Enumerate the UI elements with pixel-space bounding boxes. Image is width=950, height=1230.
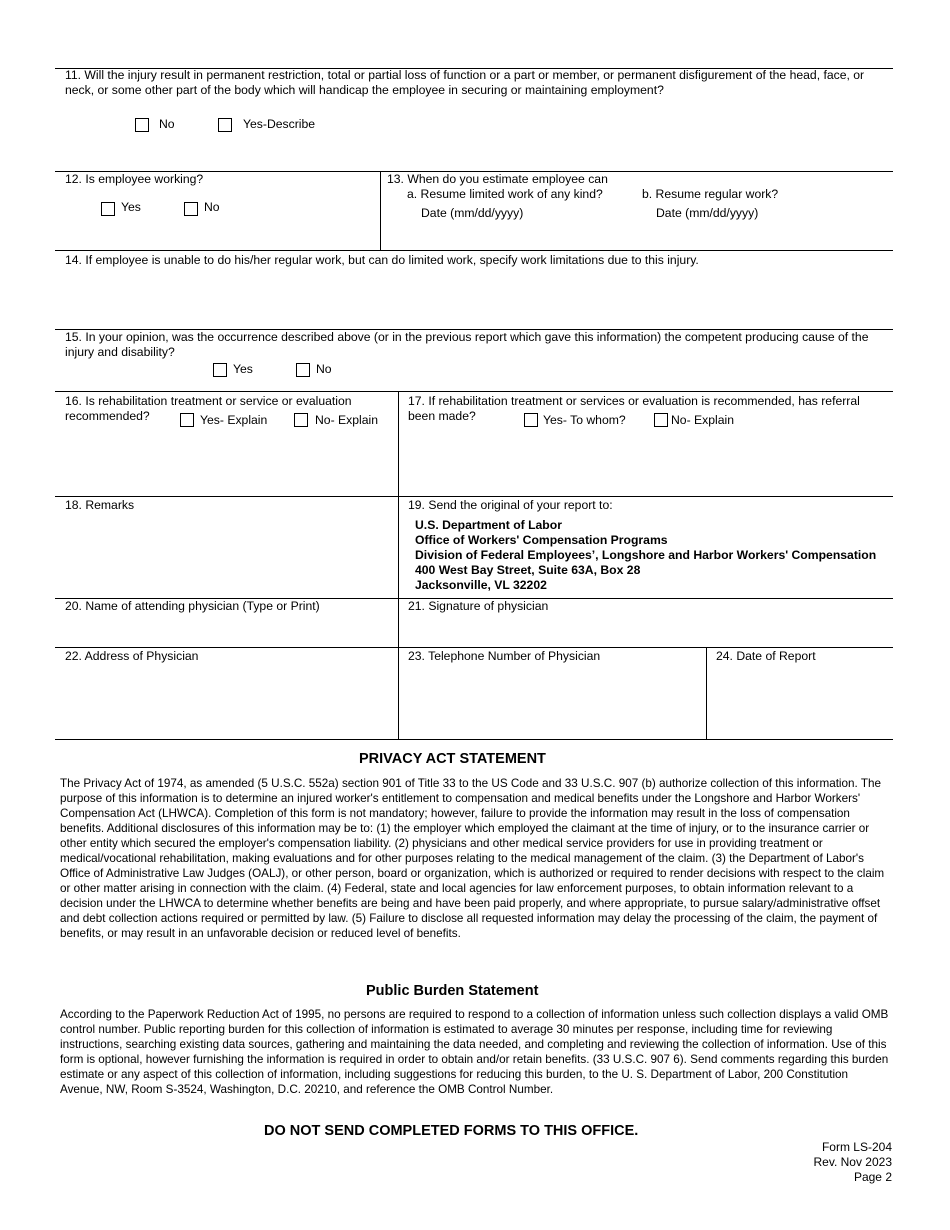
rule-q23-q24-divider: [706, 647, 707, 739]
q22-label: 22. Address of Physician: [65, 649, 199, 663]
q19-label: 19. Send the original of your report to:: [408, 498, 613, 512]
q17-label-line1: 17. If rehabilitation treatment or services or evaluation is recommended, has referral: [408, 394, 860, 408]
q13a-label: a. Resume limited work of any kind?: [407, 187, 603, 201]
q16-label-line2: recommended?: [65, 409, 150, 423]
page-number: Page 2: [853, 1170, 892, 1184]
q11-no-checkbox[interactable]: [135, 118, 149, 132]
rule-q22-top: [55, 647, 893, 648]
q13b-date-label: Date (mm/dd/yyyy): [656, 206, 759, 220]
revision-date: Rev. Nov 2023: [813, 1155, 892, 1169]
q12-no-label: No: [204, 200, 220, 214]
q18-label: 18. Remarks: [65, 498, 135, 512]
q11-question: 11. Will the injury result in permanent restriction, total or partial loss of function or a part or member, or permanent disfigurement of the head, face, or neck, or some other part of the body which will handicap the employee in securing or maintaining employment?: [65, 68, 865, 97]
q12-no-checkbox[interactable]: [184, 202, 198, 216]
q17-yes-to-whom-checkbox[interactable]: [524, 413, 538, 427]
q13-label: 13. When do you estimate employee can: [387, 172, 608, 186]
public-burden-body: According to the Paperwork Reduction Act of 1995, no persons are required to respond to a collection of information unless such collection displays a valid OMB control number. Public reporting burden for this collection of information is estimated to average 30 minutes per response, including time for reviewing instructions, searching existing data sources, gathering and maintaining the data needed, and completing and reviewing the collection of information. Use of this form is optional, however furnishing the information is required in order to obtain and/or retain benefits. (33 U.S.C. 907 6). Send comments regarding this burden estimate or any aspect of this collection of information, including suggestions for reducing this burden, to the U. S. Department of Labor, 200 Constitution Avenue, NW, Room S-3524, Washington, D.C. 20210, and reference the OMB Control Number.: [60, 1008, 889, 1096]
form-number: Form LS-204: [821, 1140, 892, 1154]
rule-bottom: [55, 739, 893, 740]
rule-q14-top: [55, 250, 893, 251]
q13b-label: b. Resume regular work?: [642, 187, 779, 201]
q11-no-label: No: [159, 117, 175, 131]
rule-q18-top: [55, 496, 893, 497]
q14-label: 14. If employee is unable to do his/her regular work, but can do limited work, specify work limitations due to this injury.: [65, 253, 699, 267]
q16-label-line1: 16. Is rehabilitation treatment or service or evaluation: [65, 394, 352, 408]
q12-yes-label: Yes: [121, 200, 141, 214]
q17-label-line2: been made?: [408, 409, 476, 423]
q17-no-explain-label: No- Explain: [671, 413, 734, 427]
rule-q16-q17-divider: [398, 391, 399, 739]
q15-no-label: No: [316, 362, 332, 376]
privacy-act-body: The Privacy Act of 1974, as amended (5 U.S.C. 552a) section 901 of Title 33 to the US Code and 33 U.S.C. 907 (b) authorize collection of this information. The purpose of this information is to determine an injured worker's entitlement to compensation and medical benefits under the Longshore and Harbor Workers' Compensation Act (LHWCA). Completion of this form is not mandatory; however, failure to provide the information may result in the loss of compensation benefits. Additional disclosures of this information may be to: (1) the employer which employed the claimant at the time of injury, or to the insurance carrier or other entity which secured the employer's compensation liability. (2) physicians and other medical service providers for use in providing treatment or medical/vocational rehabilitation, making evaluations and for other purposes relating to the medical management of the claim. (3) the Department of Labor's Office of Administrative Law Judges (OALJ), or other person, board or organization, which is authorized or required to render decisions with respect to the claim or other matter arising in connection with the claim. (4) Federal, state and local agencies for law enforcement purposes, to obtain information relevant to a decision under the LHWCA to determine whether benefits are being and have been paid properly, and where appropriate, to pursue salary/administrative offset and debt collection actions required or permitted by law. (5) Failure to disclose all requested information may delay the processing of the claim, the payment of benefits, or may result in an unfavorable decision or reduced level of benefits.: [60, 777, 885, 940]
privacy-act-heading: PRIVACY ACT STATEMENT: [359, 751, 546, 767]
q15-yes-checkbox[interactable]: [213, 363, 227, 377]
q16-no-explain-checkbox[interactable]: [294, 413, 308, 427]
q15-question: 15. In your opinion, was the occurrence described above (or in the previous report which gave this information) the competent producing cause of the injury and disability?: [65, 330, 869, 359]
q15-no-checkbox[interactable]: [296, 363, 310, 377]
q12-label: 12. Is employee working?: [65, 172, 204, 186]
mailing-address-line: Division of Federal Employees’, Longshore and Harbor Workers' Compensation: [415, 548, 877, 562]
mailing-address-line: 400 West Bay Street, Suite 63A, Box 28: [415, 563, 641, 577]
mailing-address-line: Jacksonville, VL 32202: [415, 578, 547, 592]
do-not-send-notice: DO NOT SEND COMPLETED FORMS TO THIS OFFICE.: [264, 1123, 639, 1139]
q16-yes-explain-label: Yes- Explain: [200, 413, 268, 427]
q17-no-explain-checkbox[interactable]: [654, 413, 668, 427]
q16-yes-explain-checkbox[interactable]: [180, 413, 194, 427]
rule-q12-q13-divider: [380, 171, 381, 250]
q11-yes-describe-checkbox[interactable]: [218, 118, 232, 132]
q11-yes-describe-label: Yes-Describe: [243, 117, 316, 131]
q12-yes-checkbox[interactable]: [101, 202, 115, 216]
q23-label: 23. Telephone Number of Physician: [408, 649, 601, 663]
q16-no-explain-label: No- Explain: [315, 413, 378, 427]
q17-yes-to-whom-label: Yes- To whom?: [543, 413, 626, 427]
q15-yes-label: Yes: [233, 362, 253, 376]
q24-label: 24. Date of Report: [716, 649, 816, 663]
q13a-date-label: Date (mm/dd/yyyy): [421, 206, 524, 220]
mailing-address-line: U.S. Department of Labor: [415, 518, 562, 532]
q20-label: 20. Name of attending physician (Type or Print): [65, 599, 320, 613]
public-burden-heading: Public Burden Statement: [366, 983, 539, 999]
q21-label: 21. Signature of physician: [408, 599, 549, 613]
mailing-address-line: Office of Workers' Compensation Programs: [415, 533, 668, 547]
rule-q16-top: [55, 391, 893, 392]
